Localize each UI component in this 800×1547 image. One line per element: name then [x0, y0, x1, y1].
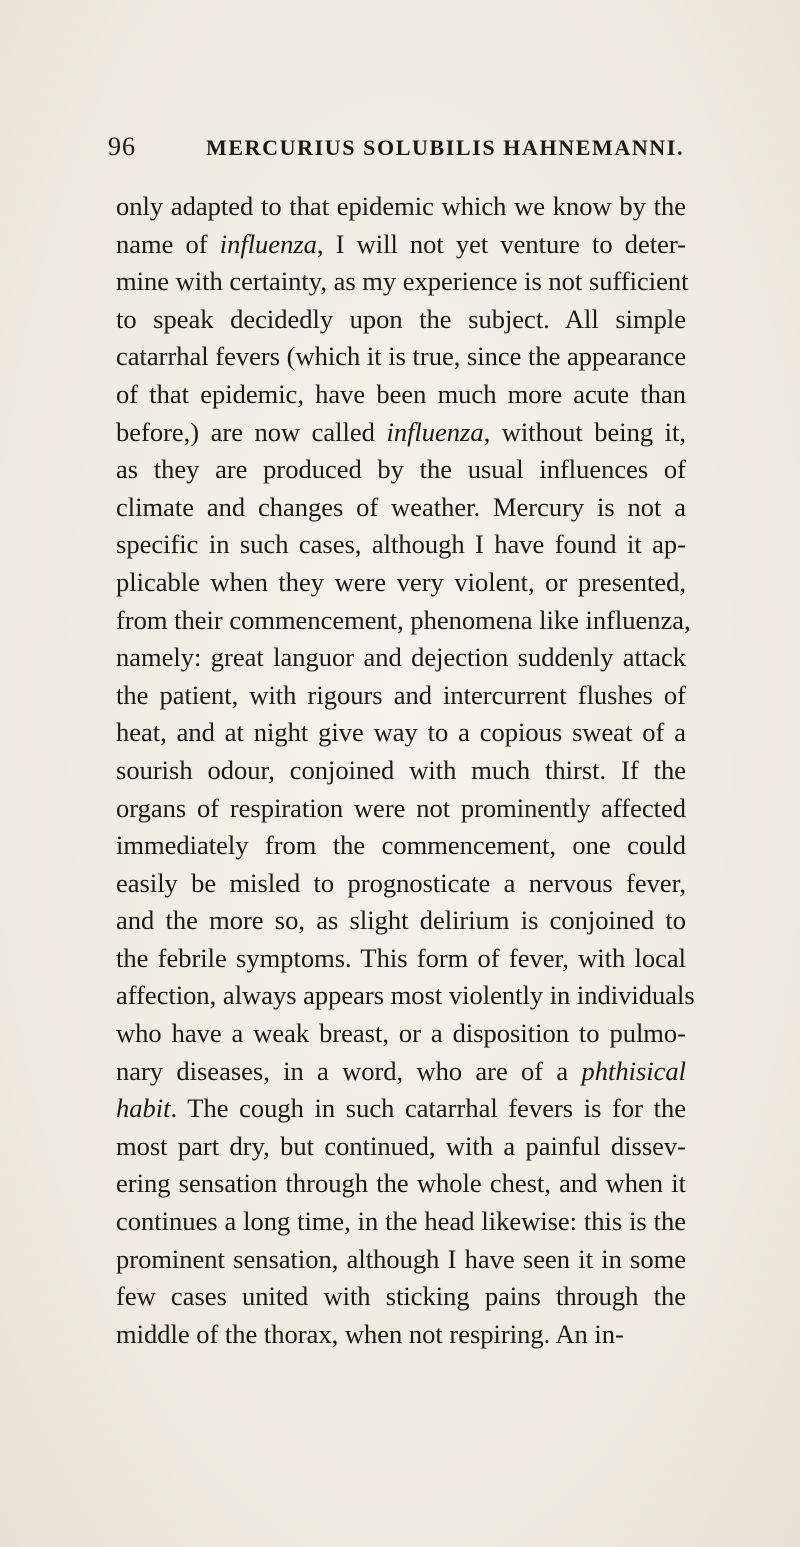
text-run: the patient, with rigours and intercurrent flushes of: [116, 679, 686, 710]
text-run: immediately from the commencement, one could: [116, 830, 686, 861]
text-line: [116, 827, 686, 865]
text-line: [116, 1241, 686, 1279]
text-run: to speak decidedly upon the subject. All simple: [116, 303, 686, 334]
text-run: organs of respiration were not prominently affected: [116, 792, 686, 823]
text-line: [116, 790, 686, 828]
body-text: [116, 188, 695, 1353]
text-line: [116, 865, 686, 903]
text-line: [116, 338, 686, 376]
text-run: sourish odour, conjoined with much thirst. If the: [116, 754, 686, 785]
text-run: nary diseases, in a word, who are of a: [116, 1055, 582, 1086]
text-line: [116, 902, 686, 940]
text-line: [116, 1165, 686, 1203]
text-line: [116, 263, 689, 301]
text-run: prominent sensation, although I have seen it in some: [116, 1243, 686, 1274]
text-line: [116, 677, 686, 715]
text-run: , without being it,: [483, 416, 687, 447]
text-run: before,) are now called: [116, 416, 387, 447]
text-line: [116, 301, 686, 339]
text-line: [116, 714, 686, 752]
text-line: [116, 1203, 686, 1241]
text-line: [116, 1053, 686, 1091]
text-run: name of: [116, 228, 220, 259]
italic-text: influenza: [386, 416, 484, 447]
italic-text: habit: [116, 1093, 171, 1124]
text-run: easily be misled to prognosticate a nervous fever,: [116, 867, 686, 898]
italic-text: phthisical: [581, 1055, 686, 1086]
text-line: [116, 1278, 686, 1316]
text-line: [116, 1015, 686, 1053]
text-line: [116, 489, 686, 527]
text-run: heat, and at night give way to a copious sweat of a: [116, 717, 686, 748]
text-run: climate and changes of weather. Mercury is not a: [116, 491, 686, 522]
text-run: of that epidemic, have been much more acute than: [116, 378, 686, 409]
text-line: [116, 639, 686, 677]
italic-text: influenza: [219, 228, 317, 259]
text-run: specific in such cases, although I have found it ap-: [116, 529, 686, 560]
text-run: from their commencement, phenomena like influenza,: [116, 604, 691, 635]
text-run: continues a long time, in the head likewise: this is the: [116, 1206, 686, 1237]
text-run: affection, always appears most violently in individuals: [116, 980, 695, 1011]
text-run: as they are produced by the usual influences of: [116, 454, 686, 485]
text-run: ering sensation through the whole chest, and when it: [116, 1168, 686, 1199]
text-line: [116, 1090, 686, 1128]
text-line: [116, 752, 686, 790]
page-number: 96: [108, 132, 136, 161]
text-line: [116, 226, 686, 264]
text-run: catarrhal fevers (which it is true, since the appearance: [116, 341, 687, 372]
text-line: [116, 1316, 686, 1354]
text-line: [116, 940, 686, 978]
text-run: , I will not yet venture to deter-: [316, 228, 686, 259]
running-title: MERCURIUS SOLUBILIS HAHNEMANNI.: [206, 135, 685, 160]
text-run: and the more so, as slight delirium is conjoined to: [116, 905, 686, 936]
text-line: [116, 564, 686, 602]
text-run: plicable when they were very violent, or presented,: [116, 566, 686, 597]
text-line: [116, 414, 686, 452]
text-run: namely: great languor and dejection suddenly attack: [116, 642, 686, 673]
text-line: [116, 451, 686, 489]
text-line: [116, 1128, 686, 1166]
text-line: [116, 376, 686, 414]
page-header: [108, 132, 708, 166]
text-run: mine with certainty, as my experience is not sufficient: [116, 266, 689, 297]
text-line: [116, 526, 686, 564]
text-run: few cases united with sticking pains through the: [116, 1281, 686, 1312]
text-run: who have a weak breast, or a disposition to pulmo-: [116, 1018, 686, 1049]
text-line: [116, 188, 686, 226]
text-run: middle of the thorax, when not respiring. An in-: [116, 1318, 624, 1349]
text-run: . The cough in such catarrhal fevers is for the: [170, 1093, 686, 1124]
text-run: most part dry, but continued, with a painful dissev-: [116, 1130, 686, 1161]
text-run: the febrile symptoms. This form of fever, with local: [116, 942, 686, 973]
text-line: [116, 602, 691, 640]
text-line: [116, 977, 695, 1015]
text-run: only adapted to that epidemic which we know by the: [116, 191, 686, 221]
